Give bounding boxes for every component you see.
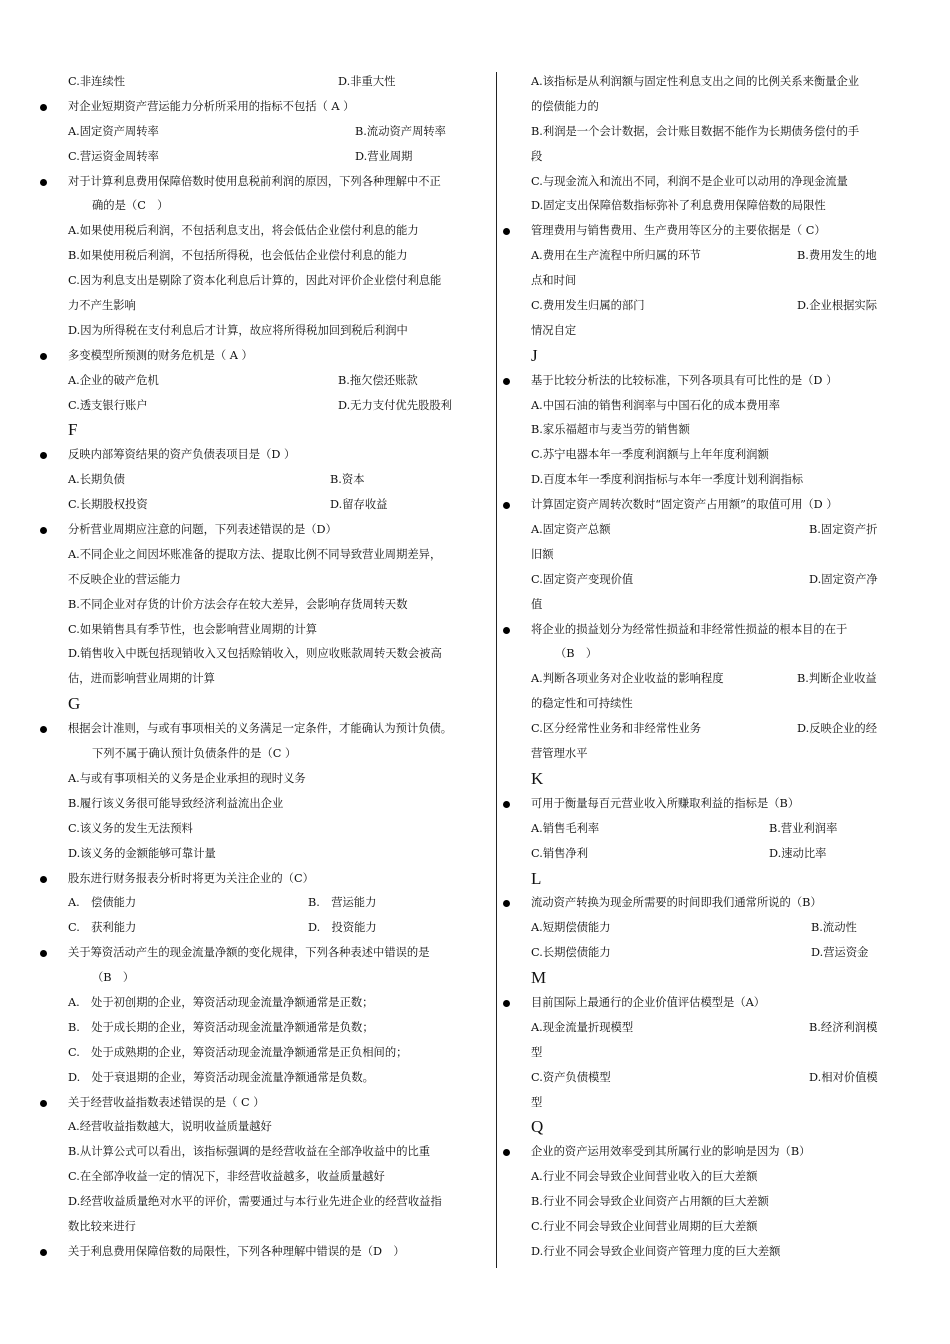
bullet-icon	[503, 378, 510, 385]
question-continuation: （B ）	[555, 647, 598, 661]
option-text: D.无力支付优先股股利	[338, 398, 452, 412]
question-continuation: （B ）	[92, 971, 135, 985]
option-line: D. 处于衰退期的企业，筹资活动现金流量净额通常是负数。	[68, 1070, 374, 1084]
option-text: C.销售净利	[531, 846, 589, 860]
section-letter: M	[531, 968, 547, 988]
option-line: C.行业不同会导致企业间营业周期的巨大差额	[531, 1219, 758, 1233]
option-text: B.营业利润率	[769, 821, 838, 835]
option-row	[503, 568, 888, 593]
question-text: 可用于衡量每百元营业收入所赚取利益的指标是（B）	[531, 796, 800, 810]
option-line: 的稳定性和可持续性	[531, 697, 633, 711]
option-text: D.企业根据实际	[797, 299, 878, 313]
option-row	[503, 244, 888, 269]
question-continuation: 下列不属于确认预计负债条件的是（C ）	[92, 747, 297, 761]
bullet-icon	[503, 502, 510, 509]
option-text: C.营运资金周转率	[68, 149, 159, 163]
section-letter: J	[531, 345, 538, 365]
option-text: C. 获利能力	[68, 921, 137, 935]
bullet-icon	[40, 452, 47, 459]
option-line: D.经营收益质量绝对水平的评价，需要通过与本行业先进企业的经营收益指	[68, 1195, 442, 1209]
bullet-icon	[40, 1249, 47, 1256]
bullet-icon	[40, 179, 47, 186]
option-line: D.销售收入中既包括现销收入又包括赊销收入，则应收账款周转天数会被高	[68, 647, 442, 661]
option-text: D.营业周期	[355, 149, 413, 163]
section-letter: L	[531, 868, 542, 888]
option-line: 型	[531, 1045, 543, 1059]
option-line: 数比较来进行	[68, 1219, 136, 1233]
option-line: A.经营收益指数越大，说明收益质量越好	[68, 1120, 272, 1134]
option-line: D.行业不同会导致企业间资产管理力度的巨大差额	[531, 1244, 781, 1258]
option-text: B.判断企业收益	[797, 672, 877, 686]
option-text: A.判断各项业务对企业收益的影响程度	[531, 672, 724, 686]
option-line: B.行业不同会导致企业间资产占用额的巨大差额	[531, 1195, 769, 1209]
question-text: 多变模型所预测的财务危机是（ A ）	[68, 348, 253, 362]
option-line: C.苏宁电器本年一季度利润额与上年年度利润额	[531, 448, 769, 462]
option-text: C.费用发生归属的部门	[531, 299, 645, 313]
option-row	[503, 916, 888, 941]
question-text: 关于经营收益指数表述错误的是（ C ）	[68, 1095, 265, 1109]
bullet-icon	[503, 900, 510, 907]
option-line: B.从计算公式可以看出，该指标强调的是经营收益在全部净收益中的比重	[68, 1145, 431, 1159]
option-row	[503, 1066, 888, 1091]
option-line: B.如果使用税后利润，不包括所得税，也会低估企业偿付利息的能力	[68, 249, 408, 263]
option-text: C.透支银行账户	[68, 398, 148, 412]
question-line	[503, 1140, 888, 1165]
option-row	[503, 842, 888, 867]
option-text: B.经济利润模	[809, 1020, 878, 1034]
option-line: B.利润是一个会计数据，会计账目数据不能作为长期债务偿付的手	[531, 124, 860, 138]
option-line: 段	[531, 149, 543, 163]
option-row	[503, 667, 888, 692]
question-text: 反映内部筹资结果的资产负债表项目是（D ）	[68, 448, 296, 462]
question-line	[40, 867, 470, 892]
option-row	[40, 120, 470, 145]
option-text: B. 营运能力	[308, 896, 377, 910]
bullet-icon	[40, 527, 47, 534]
option-line: C.如果销售具有季节性，也会影响营业周期的计算	[68, 622, 318, 636]
option-line: C.因为利息支出是剔除了资本化利息后计算的，因此对评价企业偿付利息能	[68, 274, 442, 288]
bullet-icon	[503, 801, 510, 808]
option-row	[40, 493, 470, 518]
bullet-icon	[40, 726, 47, 733]
option-text: B.固定资产折	[809, 523, 878, 537]
bullet-icon	[503, 228, 510, 235]
option-line: B. 处于成长期的企业，筹资活动现金流量净额通常是负数；	[68, 1020, 374, 1034]
option-row	[503, 817, 888, 842]
question-line	[503, 493, 888, 518]
option-line: D.因为所得税在支付利息后才计算，故应将所得税加回到税后利润中	[68, 323, 408, 337]
option-row	[40, 394, 470, 419]
question-text: 目前国际上最通行的企业价值评估模型是（A）	[531, 995, 766, 1009]
question-line	[503, 369, 888, 394]
question-text: 关于筹资活动产生的现金流量净额的变化规律，下列各种表述中错误的是	[68, 946, 430, 960]
option-row	[40, 468, 470, 493]
section-letter: F	[68, 420, 78, 440]
option-line: 不反映企业的营运能力	[68, 572, 181, 586]
option-text: D.相对价值模	[809, 1070, 878, 1084]
question-text: 关于利息费用保障倍数的局限性，下列各种理解中错误的是（D ）	[68, 1244, 405, 1258]
question-line	[503, 991, 888, 1016]
question-line	[503, 891, 888, 916]
option-line: 的偿债能力的	[531, 99, 599, 113]
bullet-icon	[503, 627, 510, 634]
right-column	[503, 70, 888, 1265]
option-text: C.资产负债模型	[531, 1070, 611, 1084]
option-text: A.短期偿债能力	[531, 921, 611, 935]
question-text: 对企业短期资产营运能力分析所采用的指标不包括（ A ）	[68, 99, 355, 113]
option-text: D.速动比率	[769, 846, 827, 860]
option-text: D.反映企业的经	[797, 722, 878, 736]
question-continuation: 确的是（C ）	[92, 199, 169, 213]
question-text: 管理费用与销售费用、生产费用等区分的主要依据是（ C）	[531, 224, 826, 238]
option-line: C.在全部净收益一定的情况下，非经营收益越多，收益质量越好	[68, 1170, 385, 1184]
bullet-icon	[40, 1100, 47, 1107]
question-line	[40, 95, 470, 120]
option-line: A. 处于初创期的企业，筹资活动现金流量净额通常是正数；	[68, 995, 374, 1009]
question-line	[503, 219, 888, 244]
option-row	[503, 717, 888, 742]
question-line	[40, 941, 470, 966]
option-line: B.履行该义务很可能导致经济利益流出企业	[68, 796, 284, 810]
option-row	[40, 891, 470, 916]
bullet-icon	[503, 1149, 510, 1156]
option-text: A.固定资产总额	[531, 523, 611, 537]
option-line: 旧额	[531, 547, 554, 561]
option-text: B.拖欠偿还账款	[338, 373, 418, 387]
option-text: C.长期股权投资	[68, 498, 148, 512]
option-line: 值	[531, 597, 543, 611]
option-text: C.长期偿债能力	[531, 946, 611, 960]
option-line: 估，进而影响营业周期的计算	[68, 672, 215, 686]
option-text: B.流动性	[811, 921, 857, 935]
option-row	[40, 70, 470, 95]
section-letter: G	[68, 694, 81, 714]
option-row	[40, 145, 470, 170]
question-line	[40, 443, 470, 468]
section-letter: K	[531, 768, 544, 788]
option-text: A.企业的破产危机	[68, 373, 159, 387]
option-line: 点和时间	[531, 274, 577, 288]
bullet-icon	[40, 104, 47, 111]
option-line: 型	[531, 1095, 543, 1109]
option-text: C.非连续性	[68, 75, 126, 88]
question-text: 对于计算利息费用保障倍数时使用息税前利润的原因，下列各种理解中不正	[68, 174, 441, 188]
option-line: 情况自定	[531, 323, 577, 337]
question-text: 根据会计准则，与或有事项相关的义务满足一定条件，才能确认为预计负债。	[68, 722, 453, 736]
option-line: A.行业不同会导致企业间营业收入的巨大差额	[531, 1170, 758, 1184]
option-row	[40, 916, 470, 941]
question-line	[40, 717, 470, 742]
option-text: B.流动资产周转率	[355, 124, 446, 138]
option-text: D.营运资金	[811, 946, 869, 960]
option-line: D.该义务的金额能够可靠计量	[68, 846, 216, 860]
option-line: B.家乐福超市与麦当劳的销售额	[531, 423, 690, 437]
bullet-icon	[40, 353, 47, 360]
option-row	[503, 294, 888, 319]
option-text: B.资本	[330, 473, 365, 487]
option-line: C.该义务的发生无法预料	[68, 821, 193, 835]
option-text: D.非重大性	[338, 75, 396, 88]
option-line: 营管理水平	[531, 747, 588, 761]
question-line	[40, 344, 470, 369]
question-line	[503, 792, 888, 817]
question-text: 企业的资产运用效率受到其所属行业的影响是因为（B）	[531, 1145, 811, 1159]
question-line	[40, 1091, 470, 1116]
option-line: A.如果使用税后利润，不包括利息支出，将会低估企业偿付利息的能力	[68, 224, 419, 238]
question-text: 分析营业周期应注意的问题，下列表述错误的是（D）	[68, 523, 337, 537]
question-text: 计算固定资产周转次数时“固定资产占用额”的取值可用（D ）	[531, 498, 838, 512]
option-line: B.不同企业对存货的计价方法会存在较大差异，会影响存货周转天数	[68, 597, 408, 611]
option-text: A.现金流量折现模型	[531, 1020, 634, 1034]
option-text: D. 投资能力	[308, 921, 377, 935]
section-letter: Q	[531, 1117, 544, 1137]
option-line: A.中国石油的销售利润率与中国石化的成本费用率	[531, 398, 780, 412]
left-column	[40, 70, 470, 1265]
option-row	[503, 941, 888, 966]
question-text: 股东进行财务报表分析时将更为关注企业的（C）	[68, 871, 314, 885]
question-text: 将企业的损益划分为经常性损益和非经常性损益的根本目的在于	[531, 622, 848, 636]
option-line: D.百度本年一季度利润指标与本年一季度计划利润指标	[531, 473, 804, 487]
option-text: C.固定资产变现价值	[531, 572, 634, 586]
question-line	[503, 618, 888, 643]
option-row	[503, 1016, 888, 1041]
option-line: C. 处于成熟期的企业，筹资活动现金流量净额通常是正负相间的；	[68, 1045, 408, 1059]
option-line: A.与或有事项相关的义务是企业承担的现时义务	[68, 771, 306, 785]
option-line: 力不产生影响	[68, 299, 136, 313]
column-divider	[496, 72, 497, 1268]
option-line: A.该指标是从利润额与固定性利息支出之间的比例关系来衡量企业	[531, 75, 860, 88]
bullet-icon	[503, 1000, 510, 1007]
option-text: A.长期负债	[68, 473, 125, 487]
question-text: 流动资产转换为现金所需要的时间即我们通常所说的（B）	[531, 896, 822, 910]
option-row	[40, 369, 470, 394]
option-text: C.区分经常性业务和非经常性业务	[531, 722, 701, 736]
question-line	[40, 1240, 470, 1265]
question-text: 基于比较分析法的比较标准，下列各项具有可比性的是（D ）	[531, 373, 838, 387]
bullet-icon	[40, 950, 47, 957]
option-row	[503, 518, 888, 543]
option-text: A. 偿债能力	[68, 896, 137, 910]
option-text: A.固定资产周转率	[68, 124, 159, 138]
question-line	[40, 518, 470, 543]
question-line	[40, 170, 470, 195]
option-text: D.固定资产净	[809, 572, 878, 586]
option-text: D.留存收益	[330, 498, 388, 512]
option-line: A.不同企业之间因坏账准备的提取方法、提取比例不同导致营业周期差异，	[68, 547, 442, 561]
bullet-icon	[40, 876, 47, 883]
option-line: D.固定支出保障倍数指标弥补了利息费用保障倍数的局限性	[531, 199, 826, 213]
option-text: A.销售毛利率	[531, 821, 600, 835]
option-line: C.与现金流入和流出不同，利润不是企业可以动用的净现金流量	[531, 174, 848, 188]
option-text: A.费用在生产流程中所归属的环节	[531, 249, 701, 263]
option-text: B.费用发生的地	[797, 249, 877, 263]
